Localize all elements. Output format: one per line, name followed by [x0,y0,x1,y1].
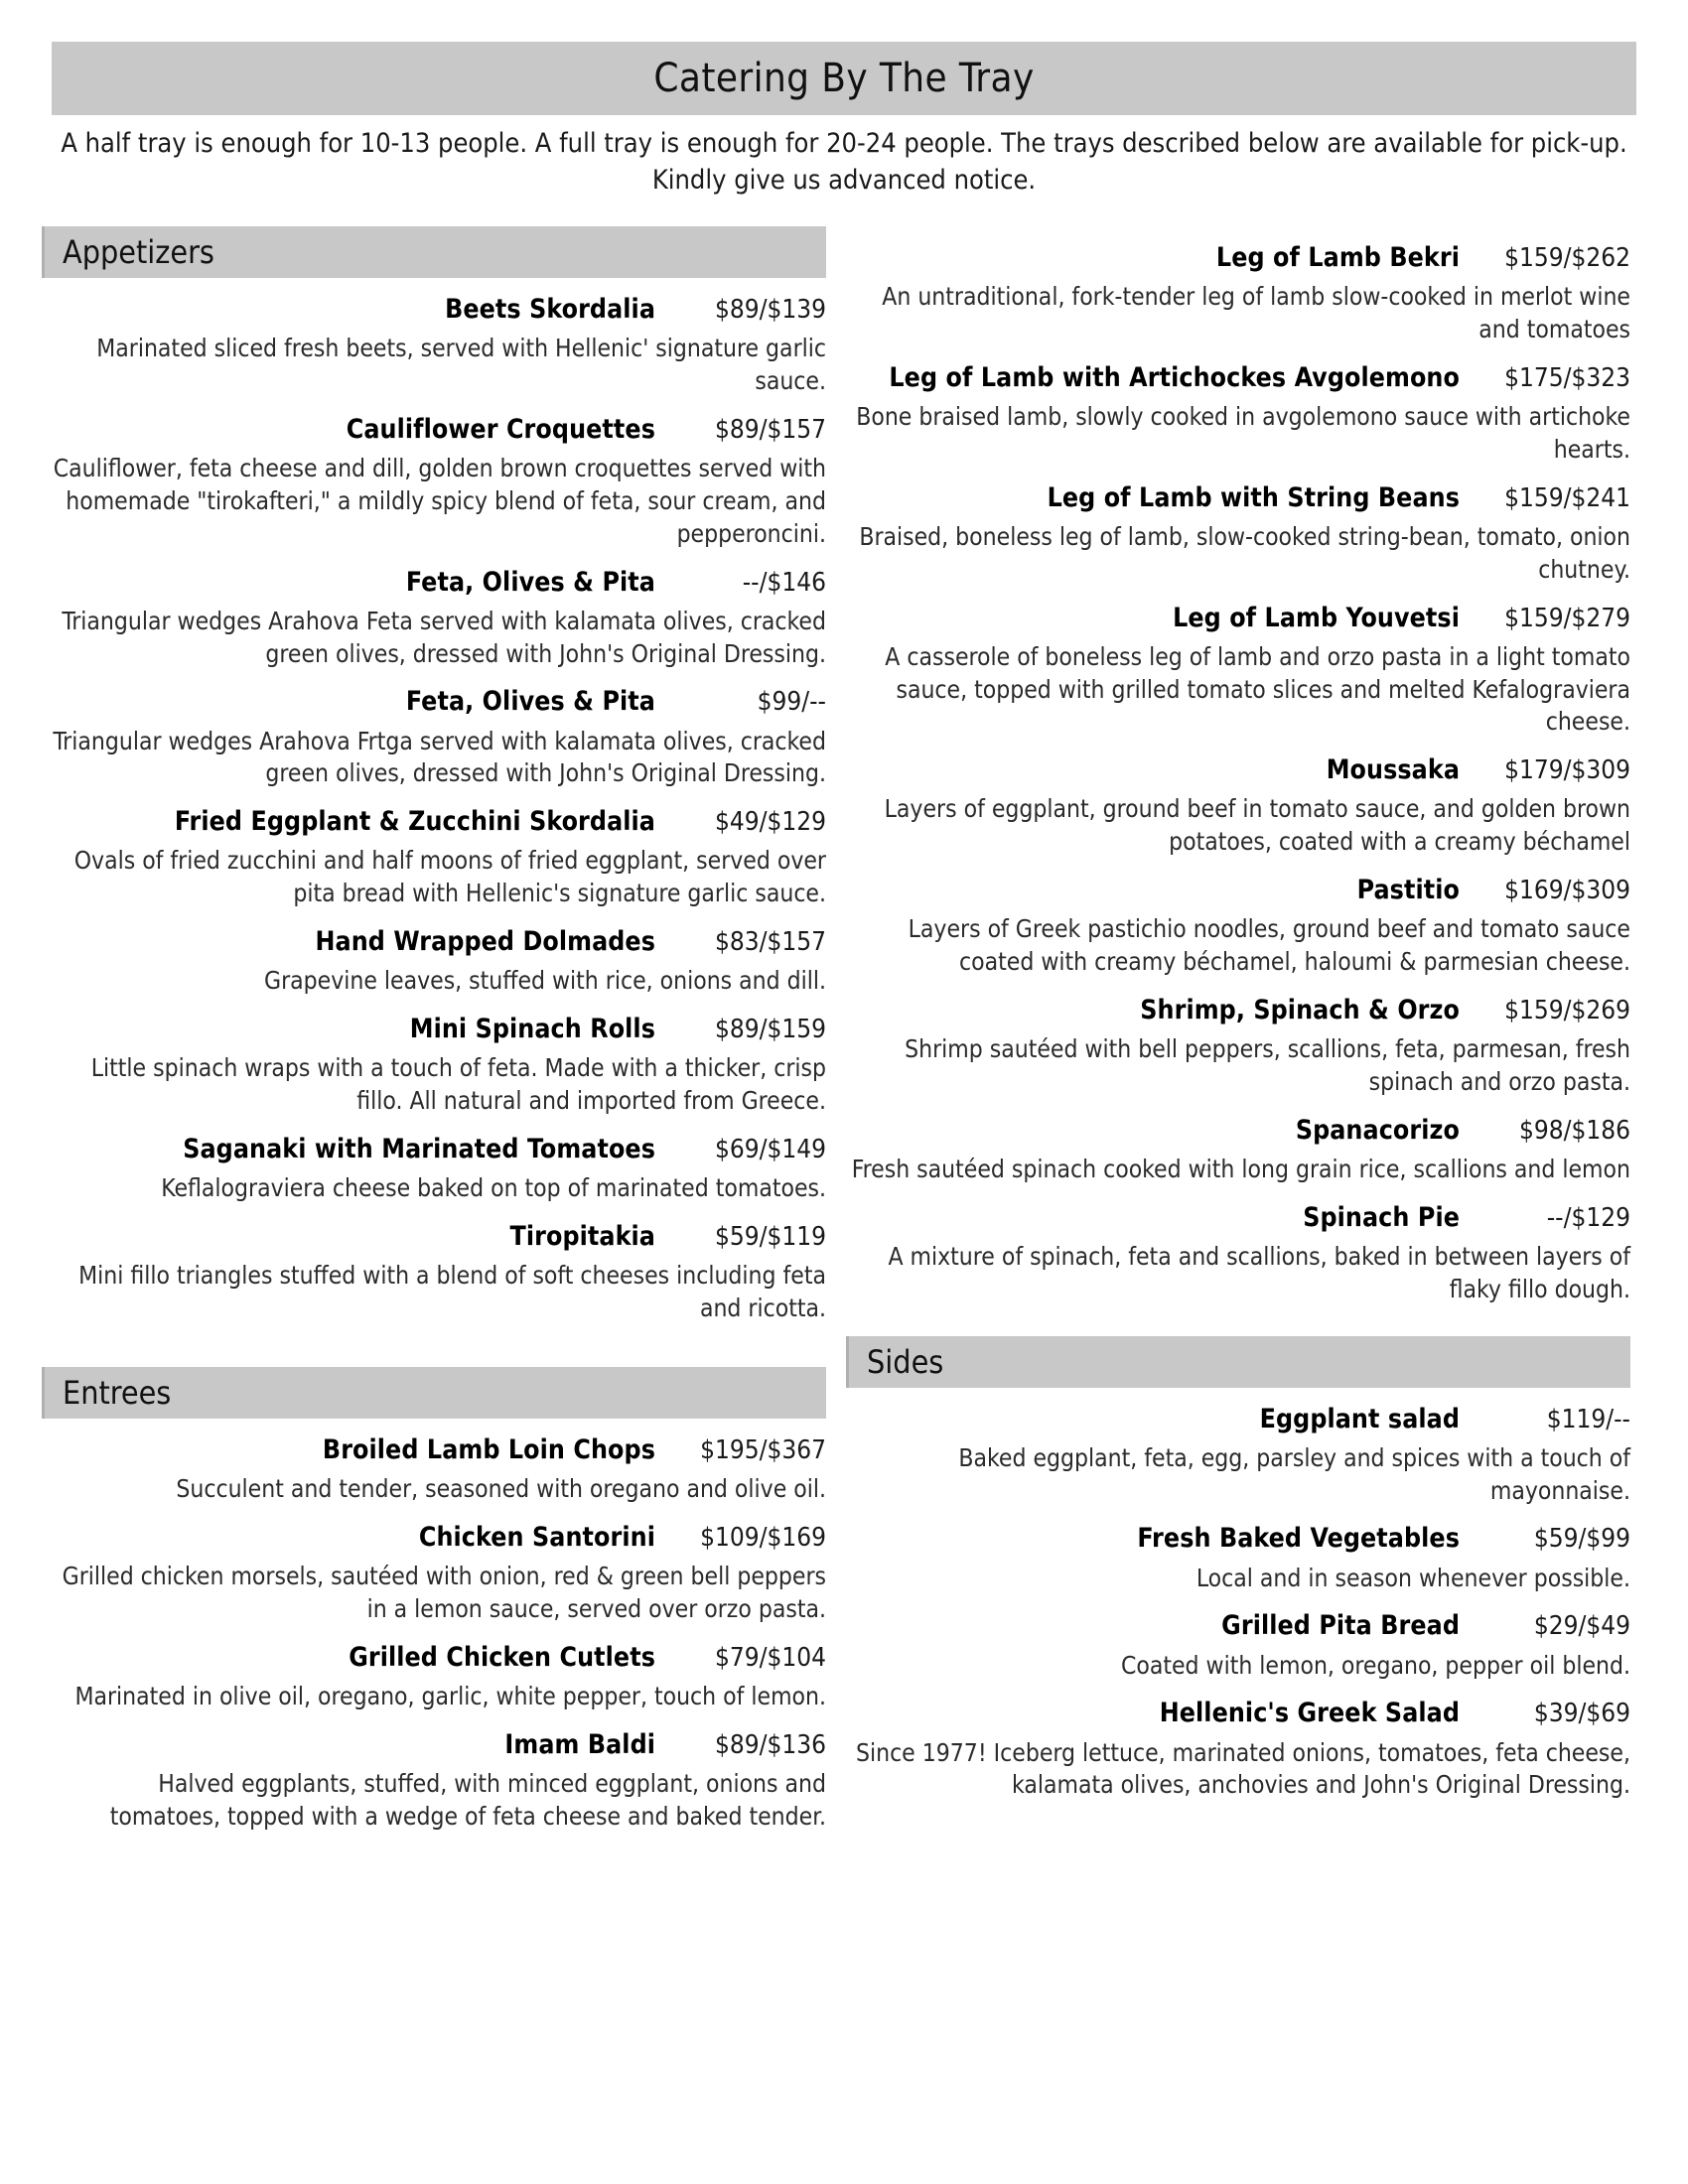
menu-item-description: Since 1977! Iceberg lettuce, marinated onions, tomatoes, feta cheese, kalamata olives, anchovies and John's Original Dressing. [855,1737,1630,1800]
menu-item-name: Eggplant salad [1259,1403,1460,1434]
page-title: Catering By The Tray [653,56,1035,101]
menu-item-name: Feta, Olives & Pita [405,686,655,718]
menu-item-header [846,362,1630,394]
menu-item-header [846,1115,1630,1147]
menu-item-description: An untraditional, fork-tender leg of lamb slow-cooked in merlot wine and tomatoes [882,282,1630,344]
menu-item-saganaki-with-marinated-tomatoes [42,1134,826,1205]
menu-item-description: Bone braised lamb, slowly cooked in avgolemono sauce with artichoke hearts. [856,402,1630,464]
menu-item-price: $89/$159 [714,1015,826,1045]
menu-item-description: Grapevine leaves, stuffed with rice, onions and dill. [263,966,826,996]
menu-item-description: Cauliflower, feta cheese and dill, golden brown croquettes served with homemade "tirokafteri," a mildly spicy blend of feta, sour cream, and pepperoncini. [53,454,826,548]
menu-item-price: $179/$309 [1504,755,1630,786]
menu-item-header [42,1221,826,1253]
menu-item-price: $39/$69 [1533,1699,1630,1729]
menu-item-price: --/$146 [742,567,826,598]
menu-item-tiropitakia [42,1221,826,1325]
menu-item-header [42,1434,826,1466]
menu-item-name: Pastitio [1356,875,1460,906]
menu-item-name: Spinach Pie [1303,1201,1460,1233]
section-title-sides: Sides [867,1342,944,1381]
menu-item-name: Saganaki with Marinated Tomatoes [183,1133,655,1164]
menu-item-price: $169/$309 [1504,876,1630,906]
menu-item-name: Broiled Lamb Loin Chops [322,1433,655,1465]
menu-item-name: Chicken Santorini [418,1521,655,1553]
menu-item-price: $159/$269 [1504,995,1630,1025]
menu-item-price: $159/$279 [1504,603,1630,633]
menu-item-price: $99/-- [757,687,826,718]
menu-item-shrimp-spinach-orzo [846,995,1630,1099]
intro-paragraph: A half tray is enough for 10-13 people. A full tray is enough for 20-24 people. The trays described below are available for pick-up. Kindly give us advanced notice. [61,128,1627,197]
menu-item-grilled-pita-bread [846,1610,1630,1682]
menu-item-pastitio [846,875,1630,979]
menu-item-price: $83/$157 [714,927,826,958]
menu-item-description: Marinated in olive oil, oregano, garlic, white pepper, touch of lemon. [74,1681,826,1710]
menu-item-name: Cauliflower Croquettes [346,413,655,445]
menu-item-header [42,294,826,326]
menu-item-name: Leg of Lamb Youvetsi [1173,602,1460,633]
menu-item-description: Coated with lemon, oregano, pepper oil blend. [1120,1650,1630,1680]
menu-item-name: Hand Wrapped Dolmades [315,926,655,958]
menu-item-price: $29/$49 [1533,1611,1630,1642]
menu-item-price: $59/$119 [714,1221,826,1252]
menu-item-price: $49/$129 [714,807,826,838]
menu-item-name: Moussaka [1326,754,1460,786]
menu-item-price: $159/$241 [1504,482,1630,513]
menu-item-name: Imam Baldi [504,1728,655,1760]
menu-item-header [846,1404,1630,1435]
menu-item-name: Mini Spinach Rolls [409,1014,655,1045]
menu-item-description: Layers of Greek pastichio noodles, ground beef and tomato sauce coated with creamy béchamel, haloumi & parmesian cheese. [908,914,1630,977]
menu-item-price: $89/$157 [714,414,826,445]
menu-item-header [846,242,1630,274]
menu-item-header [42,1522,826,1554]
menu-item-description: Ovals of fried zucchini and half moons of fried eggplant, served over pita bread with Hellenic's signature garlic sauce. [73,846,826,908]
menu-item-name: Beets Skordalia [445,294,655,325]
menu-item-eggplant-salad [846,1404,1630,1508]
menu-item-header [42,1014,826,1045]
menu-item-header [42,686,826,718]
section-spacer [42,0,826,226]
menu-item-name: Leg of Lamb with Artichockes Avgolemono [889,361,1460,393]
menu-item-header [846,1202,1630,1234]
menu-item-name: Feta, Olives & Pita [405,566,655,598]
section-title-appetizers: Appetizers [63,233,214,271]
menu-item-mini-spinach-rolls [42,1014,826,1118]
menu-item-price: --/$129 [1546,1202,1630,1233]
menu-item-description: Triangular wedges Arahova Feta served with kalamata olives, cracked green olives, dressed with John's Original Dressing. [62,606,826,668]
menu-item-description: Shrimp sautéed with bell peppers, scallions, feta, parmesan, fresh spinach and orzo pasta. [905,1034,1630,1096]
menu-item-broiled-lamb-loin-chops [42,1434,826,1506]
menu-item-header [42,1729,826,1761]
menu-item-hellenic-s-greek-salad [846,1698,1630,1802]
menu-item-spanacorizo [846,1115,1630,1186]
menu-item-description: A mixture of spinach, feta and scallions, baked in between layers of flaky fillo dough. [888,1241,1630,1303]
menu-item-leg-of-lamb-bekri [846,242,1630,346]
menu-item-description: Triangular wedges Arahova Frtga served with kalamata olives, cracked green olives, dressed with John's Original Dressing. [53,726,826,788]
menu-item-description: Local and in season whenever possible. [1196,1563,1630,1592]
menu-item-description: Marinated sliced fresh beets, served with Hellenic' signature garlic sauce. [96,334,826,396]
menu-item-price: $59/$99 [1533,1524,1630,1555]
section-header-entrees [42,1367,826,1419]
menu-item-name: Shrimp, Spinach & Orzo [1140,994,1460,1025]
menu-item-name: Grilled Chicken Cutlets [349,1641,655,1673]
menu-item-imam-baldi [42,1729,826,1834]
menu-item-name: Leg of Lamb Bekri [1215,242,1460,273]
menu-item-description: Baked eggplant, feta, egg, parsley and spices with a touch of mayonnaise. [958,1442,1630,1505]
menu-item-description: Succulent and tender, seasoned with oregano and olive oil. [176,1473,826,1503]
menu-item-feta-olives-pita [42,686,826,790]
menu-item-header [42,1642,826,1674]
menu-item-header [846,875,1630,906]
menu-item-spinach-pie [846,1202,1630,1306]
menu-item-header [846,1523,1630,1555]
menu-item-price: $89/$139 [714,295,826,325]
menu-item-header [42,1134,826,1165]
menu-item-description: Keflalograviera cheese baked on top of marinated tomatoes. [161,1173,826,1203]
menu-item-price: $175/$323 [1504,362,1630,393]
menu-item-name: Grilled Pita Bread [1221,1610,1460,1642]
menu-item-description: Fresh sautéed spinach cooked with long grain rice, scallions and lemon [851,1154,1630,1183]
menu-item-cauliflower-croquettes [42,414,826,551]
menu-item-price: $89/$136 [714,1729,826,1760]
menu-item-name: Tiropitakia [509,1220,655,1252]
menu-item-price: $69/$149 [714,1134,826,1164]
menu-item-header [846,754,1630,786]
section-spacer [42,1325,826,1367]
menu-item-fried-eggplant-zucchini-skordalia [42,806,826,910]
menu-item-fresh-baked-vegetables [846,1523,1630,1594]
menu-item-name: Fresh Baked Vegetables [1137,1523,1460,1555]
menu-item-header [846,482,1630,514]
menu-item-price: $159/$262 [1504,243,1630,273]
menu-item-description: Grilled chicken morsels, sautéed with onion, red & green bell peppers in a lemon sauce, served over orzo pasta. [62,1561,826,1623]
menu-item-name: Fried Eggplant & Zucchini Skordalia [174,806,655,838]
menu-item-description: Halved eggplants, stuffed, with minced eggplant, onions and tomatoes, topped with a wedge of feta cheese and baked tender. [109,1768,826,1831]
section-header-sides [846,1336,1630,1388]
menu-item-price: $109/$169 [700,1522,826,1553]
menu-item-beets-skordalia [42,294,826,398]
menu-item-price: $98/$186 [1518,1115,1630,1146]
menu-item-header [42,926,826,958]
menu-item-description: Braised, boneless leg of lamb, slow-cooked string-bean, tomato, onion chutney. [859,521,1630,584]
menu-item-header [846,1610,1630,1642]
menu-item-moussaka [846,754,1630,859]
right-column [846,0,1630,1802]
menu-item-description: A casserole of boneless leg of lamb and orzo pasta in a light tomato sauce, topped with grilled tomato slices and melted Kefalograviera cheese. [885,641,1630,737]
section-spacer [846,1306,1630,1336]
menu-item-price: $195/$367 [700,1434,826,1465]
menu-item-description: Little spinach wraps with a touch of feta. Made with a thicker, crisp fillo. All natural and imported from Greece. [90,1053,826,1116]
section-title-entrees: Entrees [63,1373,172,1412]
section-header-appetizers [42,226,826,278]
menu-item-feta-olives-pita [42,567,826,671]
menu-item-name: Leg of Lamb with String Beans [1047,481,1460,513]
menu-item-header [42,806,826,838]
menu-item-name: Spanacorizo [1295,1114,1460,1146]
menu-item-header [42,414,826,446]
left-column [42,0,826,1833]
menu-item-grilled-chicken-cutlets [42,1642,826,1713]
menu-item-chicken-santorini [42,1522,826,1626]
menu-item-header [846,1698,1630,1729]
menu-item-leg-of-lamb-youvetsi [846,603,1630,740]
menu-item-header [846,995,1630,1026]
menu-item-description: Mini fillo triangles stuffed with a blend of soft cheeses including feta and ricotta. [78,1261,826,1322]
menu-item-description: Layers of eggplant, ground beef in tomato sauce, and golden brown potatoes, coated with a creamy béchamel [884,794,1630,857]
menu-item-price: $119/-- [1546,1404,1630,1434]
menu-item-leg-of-lamb-with-string-beans [846,482,1630,587]
menu-item-hand-wrapped-dolmades [42,926,826,998]
menu-item-price: $79/$104 [714,1642,826,1673]
menu-item-name: Hellenic's Greek Salad [1159,1698,1460,1729]
menu-item-leg-of-lamb-with-artichockes-avgolemono [846,362,1630,467]
menu-item-header [42,567,826,599]
section-spacer [846,0,1630,226]
menu-item-header [846,603,1630,634]
